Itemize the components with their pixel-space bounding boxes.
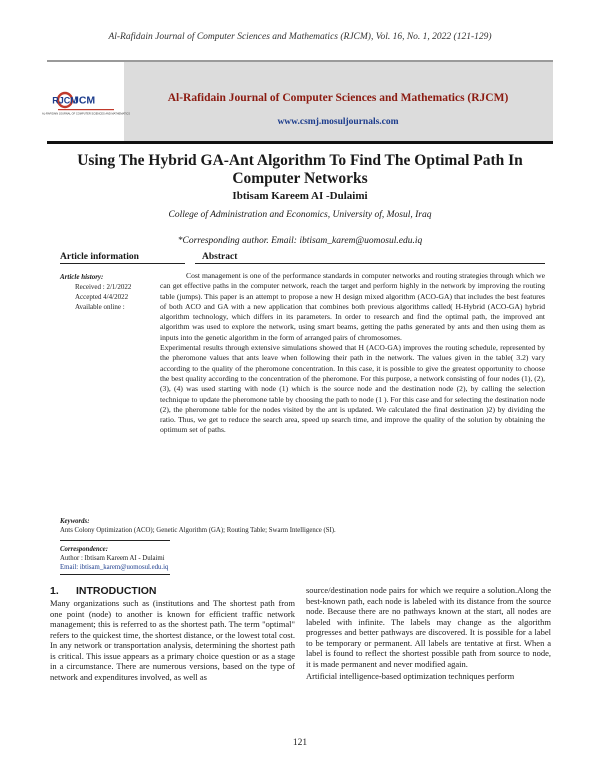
section-number: 1. [50,585,59,597]
keywords-block [60,517,545,535]
correspondence-author: Author : Ibtisam Kareem AI - Dulaimi [60,555,165,562]
article-info-label: Article information [60,252,139,262]
journal-name: Al-Rafidain Journal of Computer Sciences and Mathematics (RJCM) [167,92,509,104]
article-info-rule [60,263,185,264]
paper-title: Using The Hybrid GA-Ant Algorithm To Find The Optimal Path In Computer Networks [77,152,523,187]
page-number: 121 [292,738,308,748]
keywords-label: Keywords: [60,518,90,525]
correspondence-email-link[interactable]: Email: ibtisam_karem@uomosul.edu.iq [60,564,169,571]
correspondence-rule [60,574,170,575]
abstract-rule [195,263,545,264]
received-date: Received : 2/1/2022 [75,283,132,291]
journal-website-link[interactable]: www.csmj.mosuljournals.com [277,117,399,127]
intro-paragraph-left: Many organizations such as (institutions and The shortest path from one point (node) to another is known for efficient traffic network management; this is referred to as the shortest path. The term "optimal" refers to the quickest time, the shortest distance, or the lowest total cost. In any network or transportation analysis, determining the shortest path is critical. This issue appears as a primary choice question or as a stage in a circumstance. There are numerous versions, based on the type of network and expenditures involved, as well as [50,598,295,682]
keywords-rule [60,540,170,541]
logo-underline [58,109,114,110]
logo-subtext: AL-RAFIDAIN JOURNAL OF COMPUTER SCIENCES AND MATHEMATICS [41,112,131,116]
body-column-right [306,585,551,682]
abstract-paragraph-1: Cost management is one of the performance standards in computer networks and routing strategies through which we can get effective paths in the computer network, reach the target and perform highly in the network by improving the routing table (jumps). This paper is an attempt to propose a new H design mixed algorithm (ACO-GA) that includes the best features of both ACO and GA with a new application that combines both previous algorithms called( H-Hybrid (ACO-GA) hybrid algorithm technology, which differs in its parameters. In order to research and find the optimal path, the improved ant algorithm was used to explore the network, using smart beams, getting the paths generated by ants and then using them as inputs into the genetic algorithm in the form of arranged pairs of chromosomes. [160,271,545,342]
banner-bottom-rule [47,141,553,144]
correspondence-label: Correspondence: [60,546,108,553]
intro-paragraph-right-1: source/destination node pairs for which we require a solution.Along the best-known path, each node is labeled with its distance from the source node. Because there are no pathways known at the start, all nodes are labeled with infinite. The labels may change as the algorithm progresses and better pathways are discovered. It is possible for a label to be temporary or permanent. All labels are tentative at first. When a label is found to reflect the shortest possible path from source to node, it is made permanent and never modified again. [306,585,551,669]
body-column-left [50,585,295,682]
abstract-body [160,271,545,436]
history-title: Article history: [60,273,104,281]
intro-paragraph-right-2: Artificial intelligence-based optimization techniques perform [306,671,515,681]
logo-letters: JCM [73,94,96,107]
author-affiliation: College of Administration and Economics, University of, Mosul, Iraq [168,210,432,220]
section-heading [50,585,295,598]
accepted-date: Accepted 4/4/2022 [75,293,129,301]
logo-letter-r: RJCM [52,95,78,106]
abstract-label: Abstract [202,252,238,262]
correspondence-block [60,545,360,572]
keywords-text: Ants Colony Optimization (ACO); Genetic Algorithm (GA); Routing Table; Swarm Intelligence (SI). [60,527,336,534]
author-name: Ibtisam Kareem AI -Dulaimi [232,190,368,202]
running-header: Al-Rafidain Journal of Computer Sciences and Mathematics (RJCM), Vol. 16, No. 1, 2022 (121-129) [108,32,492,42]
journal-logo [41,88,131,116]
available-online: Available online : [75,303,125,311]
section-title: INTRODUCTION [76,585,157,597]
corresponding-author-note: *Corresponding author. Email: ibtisam_karem@uomosul.edu.iq [177,236,423,246]
abstract-paragraph-2: Experimental results through extensive simulations showed that H (ACO-GA) improves the routing schedule, represented by the pheromone values that ants leave when following their path in the network. The values given in the table( 3.2) vary according to the quality of the pheromone concentration. In this case, it is possible to give the greatest opportunity to choose the best quality according to the concentration of the pheromone. For this purpose, a network consisting of four nodes (1), (2), (3), (4) was used starting with node (1) which is the source node and the destination node (2), by calling the selection technique to update the pheromone table by choosing the path to node (1 ). For this case and for selecting the destination node (2), the pheromone table for the nodes visited by the ant is updated. We calculated the final destination )2) by dividing the ratio. Thus, we get to reduce the search area, speed up search time, and improve the quality of the solution by obtaining the optimum set of paths. [160,343,545,435]
